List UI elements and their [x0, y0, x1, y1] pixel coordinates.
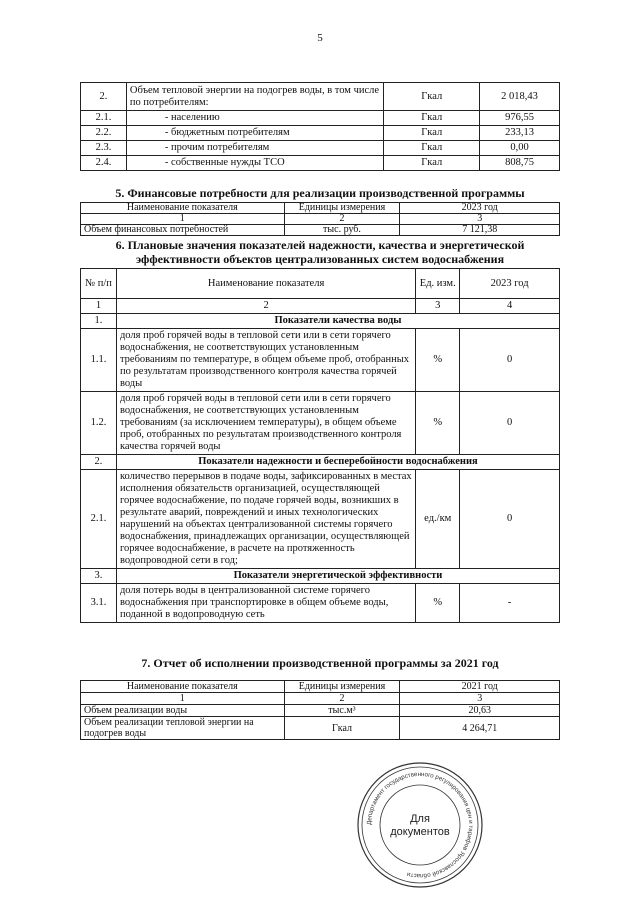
- table-row: [81, 141, 560, 156]
- table-row: [81, 705, 560, 717]
- row-name: Объем реализации тепловой энергии на подогрев воды: [81, 717, 285, 740]
- section7-title: 7. Отчет об исполнении производственной программы за 2021 год: [141, 656, 499, 670]
- table-row: [81, 126, 560, 141]
- row-number: 2.4.: [81, 156, 127, 171]
- column-number: 2: [116, 299, 415, 314]
- table-row: [81, 83, 560, 111]
- heat-energy-table: [80, 82, 560, 171]
- column-number: 3: [400, 693, 560, 705]
- row-number: 1.2.: [81, 392, 117, 455]
- row-unit: Гкал: [384, 83, 480, 111]
- table-header-row: [81, 203, 560, 214]
- row-unit: %: [416, 329, 460, 392]
- table-row: [81, 392, 560, 455]
- row-name: - собственные нужды ТСО: [126, 156, 383, 171]
- group-row: [81, 314, 560, 329]
- column-number-row: [81, 693, 560, 705]
- column-header-unit: Единицы измерения: [284, 681, 400, 693]
- column-header-unit: Ед. изм.: [416, 269, 460, 299]
- column-number: 1: [81, 214, 285, 225]
- table-header-row: [81, 681, 560, 693]
- column-number-row: [81, 214, 560, 225]
- column-number: 1: [81, 693, 285, 705]
- row-unit: Гкал: [284, 717, 400, 740]
- row-text: количество перерывов в подаче воды, зафиксированных в местах исполнения обязательств организацией, осуществляющей горячее водоснабжение, по подаче горячей воды, возникших в результате аварий, повреждений и иных технологических нарушений на объектах централизованной системы горячего водоснабжения, принадлежащих организации, осуществляющей горячее водоснабжение, в расчете на протяженность водопроводной сети в год;: [116, 470, 415, 569]
- row-text: доля проб горячей воды в тепловой сети или в сети горячего водоснабжения, не соответствующих установленным требованиям (за исключением температуры), в общем объеме проб, отобранных по результатам производственного контроля качества горячей воды: [116, 392, 415, 455]
- column-header-num: № п/п: [81, 269, 117, 299]
- row-value: 233,13: [480, 126, 560, 141]
- section6-title-line2: эффективности объектов централизованных систем водоснабжения: [135, 252, 505, 266]
- column-header-name: Наименование показателя: [116, 269, 415, 299]
- group-title: Показатели качества воды: [116, 314, 559, 329]
- column-number: 2: [284, 693, 400, 705]
- indicators-table: [80, 268, 560, 623]
- row-value: 0: [460, 392, 560, 455]
- row-value: -: [460, 584, 560, 623]
- row-unit: ед./км: [416, 470, 460, 569]
- row-number: 2.1.: [81, 470, 117, 569]
- page-number: 5: [317, 32, 323, 44]
- row-unit: Гкал: [384, 111, 480, 126]
- row-unit: %: [416, 584, 460, 623]
- column-header-year: 2021 год: [400, 681, 560, 693]
- column-number-row: [81, 299, 560, 314]
- row-name: - бюджетным потребителям: [126, 126, 383, 141]
- row-value: 0: [460, 329, 560, 392]
- row-value: 0: [460, 470, 560, 569]
- table-row: [81, 717, 560, 740]
- row-value: 4 264,71: [400, 717, 560, 740]
- row-unit: Гкал: [384, 156, 480, 171]
- group-number: 2.: [81, 455, 117, 470]
- financial-needs-table: [80, 202, 560, 236]
- group-title: Показатели энергетической эффективности: [116, 569, 559, 584]
- table-row: [81, 329, 560, 392]
- row-value: 7 121,38: [400, 225, 560, 236]
- column-header-name: Наименование показателя: [81, 681, 285, 693]
- stamp-line: Для: [410, 813, 430, 825]
- row-unit: Гкал: [384, 141, 480, 156]
- row-name: - прочим потребителям: [126, 141, 383, 156]
- stamp-line: документов: [390, 826, 450, 838]
- column-number: 2: [284, 214, 400, 225]
- section6-title-line1: 6. Плановые значения показателей надежности, качества и энергетической: [115, 238, 525, 252]
- row-name: Объем финансовых потребностей: [81, 225, 285, 236]
- group-title: Показатели надежности и бесперебойности водоснабжения: [116, 455, 559, 470]
- row-text: доля потерь воды в централизованной системе горячего водоснабжения при транспортировке в общем объеме воды, поданной в водопроводную сеть: [116, 584, 415, 623]
- column-header-unit: Единицы измерения: [284, 203, 400, 214]
- row-unit: Гкал: [384, 126, 480, 141]
- row-number: 2.2.: [81, 126, 127, 141]
- column-header-year: 2023 год: [460, 269, 560, 299]
- column-number: 3: [400, 214, 560, 225]
- row-name: Объем тепловой энергии на подогрев воды, в том числе по потребителям:: [126, 83, 383, 111]
- table-row: [81, 156, 560, 171]
- column-number: 3: [416, 299, 460, 314]
- row-number: 3.1.: [81, 584, 117, 623]
- row-text: доля проб горячей воды в тепловой сети или в сети горячего водоснабжения, не соответствующих установленным требованиям по температуре, в общем объеме проб, отобранных по результатам производственного контроля качества горячей воды: [116, 329, 415, 392]
- table-header-row: [81, 269, 560, 299]
- row-unit: %: [416, 392, 460, 455]
- row-value: 20,63: [400, 705, 560, 717]
- table-row: [81, 225, 560, 236]
- row-name: - населению: [126, 111, 383, 126]
- row-number: 1.1.: [81, 329, 117, 392]
- table-row: [81, 470, 560, 569]
- row-unit: тыс. руб.: [284, 225, 400, 236]
- column-header-name: Наименование показателя: [81, 203, 285, 214]
- row-unit: тыс.м³: [284, 705, 400, 717]
- row-value: 2 018,43: [480, 83, 560, 111]
- row-number: 2.3.: [81, 141, 127, 156]
- table-row: [81, 111, 560, 126]
- group-row: [81, 569, 560, 584]
- stamp-center-text: [355, 813, 485, 839]
- row-value: 976,55: [480, 111, 560, 126]
- row-value: 0,00: [480, 141, 560, 156]
- report-2021-table: [80, 680, 560, 740]
- stamp-ring-text: Департамент государственного регулирования цен и тарифов Ярославской области: [365, 770, 475, 880]
- column-number: 1: [81, 299, 117, 314]
- row-name: Объем реализации воды: [81, 705, 285, 717]
- column-header-year: 2023 год: [400, 203, 560, 214]
- row-number: 2.: [81, 83, 127, 111]
- group-number: 3.: [81, 569, 117, 584]
- group-number: 1.: [81, 314, 117, 329]
- group-row: [81, 455, 560, 470]
- row-value: 808,75: [480, 156, 560, 171]
- section5-title: 5. Финансовые потребности для реализации производственной программы: [115, 186, 525, 200]
- column-number: 4: [460, 299, 560, 314]
- table-row: [81, 584, 560, 623]
- row-number: 2.1.: [81, 111, 127, 126]
